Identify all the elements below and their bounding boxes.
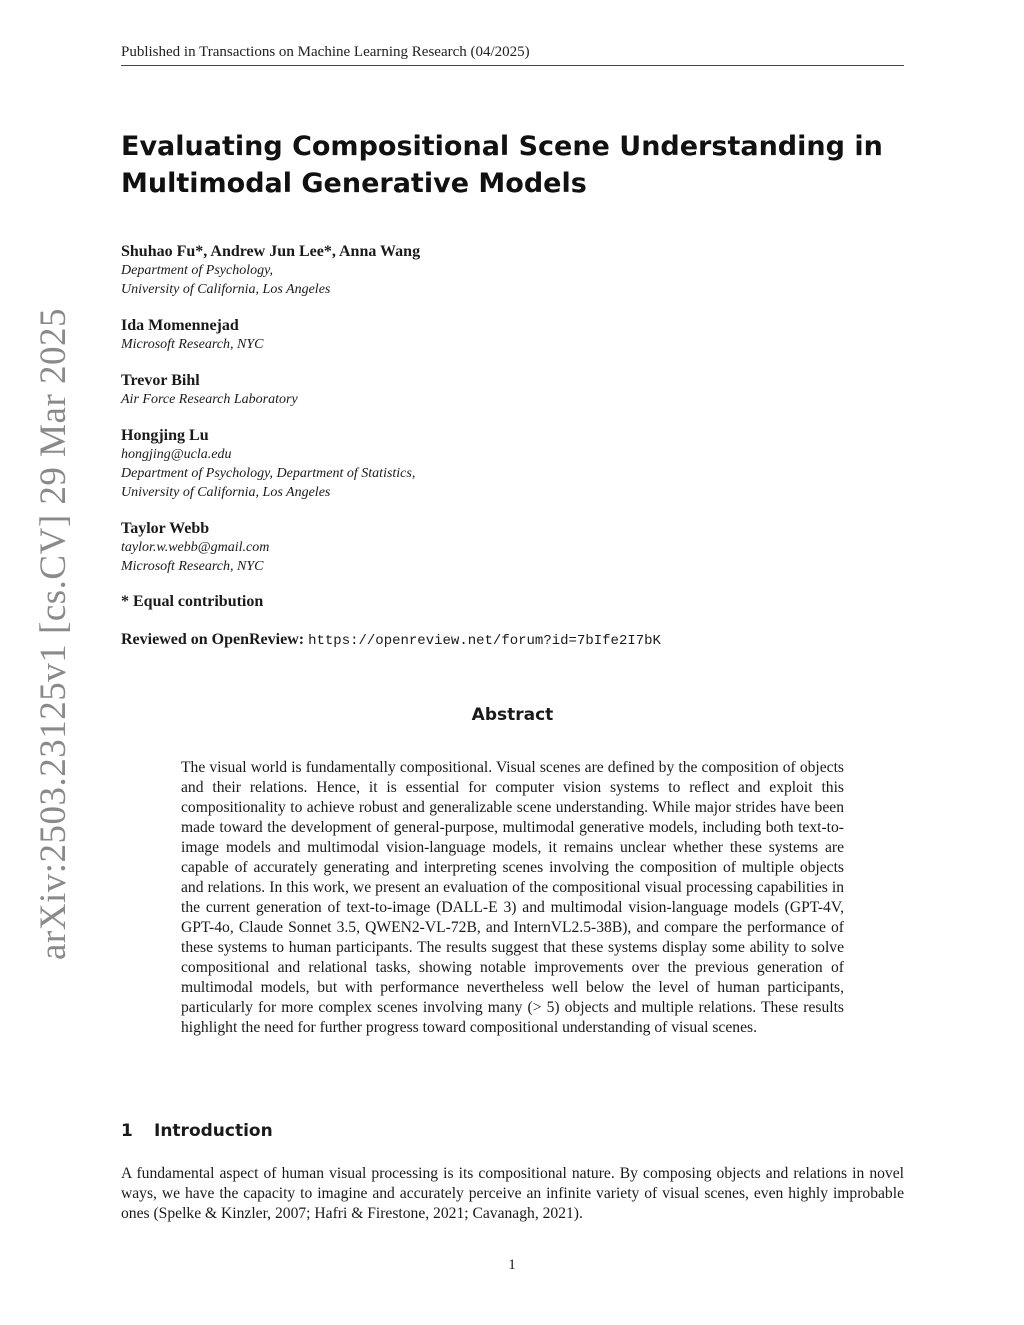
author-name: Taylor Webb	[121, 520, 210, 537]
author-block	[121, 426, 904, 502]
author-name: Trevor Bihl	[121, 372, 200, 389]
author-list	[121, 242, 904, 649]
arxiv-stamp: arXiv:2503.23125v1 [cs.CV] 29 Mar 2025	[33, 307, 74, 960]
author-email: hongjing@ucla.edu	[121, 447, 232, 462]
introduction-body: A fundamental aspect of human visual processing is its compositional nature. By composing objects and relations in novel ways, we have the capacity to imagine and accurately perceive an infinite variety of visual scenes, even highly improbable ones (Spelke & Kinzler, 2007; Hafri & Firestone, 2021; Cavanagh, 2021).	[121, 1165, 904, 1222]
author-affiliation: University of California, Los Angeles	[121, 282, 331, 297]
openreview-line	[121, 631, 904, 649]
author-block	[121, 242, 904, 299]
section-number: 1	[121, 1121, 133, 1141]
section-title: Introduction	[154, 1121, 273, 1141]
author-name: Hongjing Lu	[121, 427, 209, 444]
author-block	[121, 371, 904, 409]
author-affiliation: Microsoft Research, NYC	[121, 337, 264, 352]
author-name: Ida Momennejad	[121, 317, 239, 334]
paper-title	[121, 128, 904, 202]
author-affiliation: Department of Psychology,	[121, 263, 274, 278]
section-heading	[121, 1121, 904, 1141]
abstract-body: The visual world is fundamentally compositional. Visual scenes are defined by the composition of objects and their relations. Hence, it is essential for computer vision systems to reflect and exploit this compositionality to achieve robust and generalizable scene understanding. While major strides have been made toward the development of general-purpose, multimodal generative models, including both text-to-image models and multimodal vision-language models, it remains unclear whether these systems are capable of accurately generating and interpreting scenes involving the composition of multiple objects and relations. In this work, we present an evaluation of the compositional visual processing capabilities in the current generation of text-to-image (DALL-E 3) and multimodal vision-language models (GPT-4V, GPT-4o, Claude Sonnet 3.5, QWEN2-VL-72B, and InternVL2.5-38B), and compare the performance of these systems to human participants. The results suggest that these systems display some ability to solve compositional and relational tasks, showing notable improvements over the previous generation of multimodal models, but with performance nevertheless well below the level of human participants, particularly for more complex scenes involving many (> 5) objects and multiple relations. These results highlight the need for further progress toward compositional understanding of visual scenes.	[181, 759, 844, 1036]
running-header: Published in Transactions on Machine Learning Research (04/2025)	[121, 44, 904, 66]
author-block	[121, 519, 904, 576]
openreview-label: Reviewed on OpenReview:	[121, 631, 305, 648]
author-block	[121, 316, 904, 354]
equal-contribution-note: * Equal contribution	[121, 593, 264, 610]
author-email: taylor.w.webb@gmail.com	[121, 540, 270, 555]
author-affiliation: Air Force Research Laboratory	[121, 392, 298, 407]
author-name: Shuhao Fu*, Andrew Jun Lee*, Anna Wang	[121, 243, 421, 260]
author-affiliation: Department of Psychology, Department of Statistics,	[121, 466, 416, 481]
page-number: 1	[508, 1257, 516, 1273]
author-affiliation: Microsoft Research, NYC	[121, 559, 264, 574]
title-line-2: Multimodal Generative Models	[121, 168, 587, 199]
author-affiliation: University of California, Los Angeles	[121, 485, 331, 500]
openreview-link[interactable]: https://openreview.net/forum?id=7bIfe2I7bK	[308, 633, 661, 649]
abstract-heading: Abstract	[471, 705, 554, 725]
title-line-1: Evaluating Compositional Scene Understanding in	[121, 131, 883, 162]
